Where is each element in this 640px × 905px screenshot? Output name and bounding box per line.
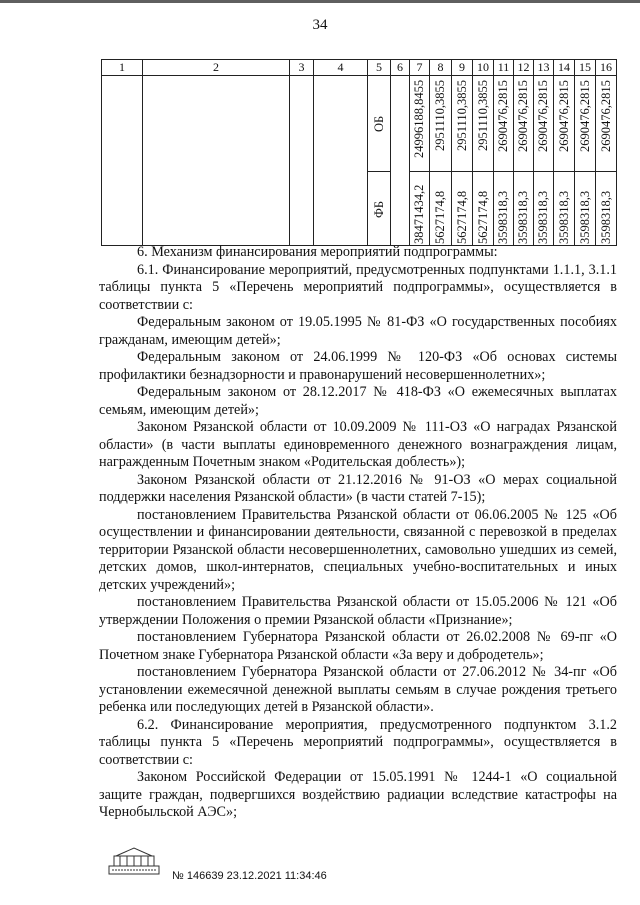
table-value: 3598318,3 xyxy=(516,190,530,244)
table-cell-empty xyxy=(102,76,143,246)
table-cell-source xyxy=(368,76,391,172)
table-value: 2951110,3855 xyxy=(433,79,447,151)
col-header: 10 xyxy=(473,60,494,76)
scan-top-edge xyxy=(0,0,640,3)
table-value: 2690476,2815 xyxy=(516,79,530,152)
table-row-ob xyxy=(102,76,617,172)
table-header-row xyxy=(102,60,617,76)
table-value: 2690476,2815 xyxy=(556,79,571,152)
table-value: 5627174,8 xyxy=(433,190,447,244)
col-header: 9 xyxy=(452,60,473,76)
col-header: 6 xyxy=(391,60,410,76)
section-heading: 6. Механизм финансирования мероприятий подпрограммы: xyxy=(137,244,498,260)
paragraph: Федеральным законом от 24.06.1999 № 120-ФЗ «Об основах системы профилактики безнадзорности и правонарушений несовершеннолетних»; xyxy=(99,349,617,383)
table-value: 2690476,2815 xyxy=(536,79,550,152)
table-cell-empty xyxy=(314,76,368,246)
document-stamp-label xyxy=(172,870,327,882)
col-header: 15 xyxy=(575,60,596,76)
paragraph: постановлением Правительства Рязанской области от 15.05.2006 № 121 «Об утверждении Положения о премии Рязанской области «Признание»; xyxy=(99,594,617,628)
table-cell-empty xyxy=(290,76,314,246)
registration-icon: № xyxy=(172,870,184,882)
table-value: 3598318,3 xyxy=(598,190,613,244)
table-value: 3598318,3 xyxy=(556,190,571,244)
table-cell-empty xyxy=(143,76,290,246)
col-header: 7 xyxy=(410,60,430,76)
table-cell-empty xyxy=(391,76,410,246)
col-header: 14 xyxy=(554,60,575,76)
table-value: 3598318,3 xyxy=(496,190,510,244)
paragraph: постановлением Губернатора Рязанской области от 27.06.2012 № 34-пг «Об установлении ежемесячной денежной выплаты семьям в случае рождения третьего ребенка или последующих детей в Рязанской области». xyxy=(99,664,617,715)
paragraph: Законом Рязанской области от 10.09.2009 № 111-ОЗ «О наградах Рязанской области» (в части выплаты единовременного денежного вознаграждения лицам, награжденным Почетным знаком «Родительская доблесть»); xyxy=(99,419,617,470)
table-value: 3598318,3 xyxy=(577,190,592,244)
table-value: 2690476,2815 xyxy=(496,79,510,152)
col-header: 11 xyxy=(494,60,514,76)
table-value: 2951110,3855 xyxy=(454,79,469,151)
table-value: 5627174,8 xyxy=(475,190,490,244)
document-body xyxy=(99,244,617,822)
col-header: 13 xyxy=(534,60,554,76)
paragraph: постановлением Губернатора Рязанской области от 26.02.2008 № 69-пг «О Почетном знаке Губернатора Рязанской области «За веру и добродетель»; xyxy=(99,629,617,663)
registration-number: 146639 23.12.2021 11:34:46 xyxy=(186,870,327,882)
col-header: 4 xyxy=(314,60,368,76)
paragraph: Федеральным законом от 19.05.1995 № 81-ФЗ «О государственных пособиях гражданам, имеющим детей»; xyxy=(99,314,617,348)
col-header: 2 xyxy=(143,60,290,76)
source-label: ФБ xyxy=(371,199,386,218)
table-value: 2951110,3855 xyxy=(475,79,490,151)
document-stamp-icon xyxy=(108,846,160,881)
col-header: 16 xyxy=(596,60,617,76)
paragraph: 6.2. Финансирование мероприятия, предусмотренного подпунктом 3.1.2 таблицы пункта 5 «Перечень мероприятий подпрограммы», осуществляется в соответствии с: xyxy=(99,716,617,768)
paragraph: Законом Рязанской области от 21.12.2016 № 91-ОЗ «О мерах социальной поддержки населения Рязанской области» (в части статей 7-15); xyxy=(99,471,617,505)
source-label: ОБ xyxy=(371,115,386,132)
table-value: 2690476,2815 xyxy=(598,79,613,152)
page-number: 34 xyxy=(312,17,328,33)
table-value: 5627174,8 xyxy=(454,190,469,244)
table-value: 38471434,2 xyxy=(412,184,426,244)
table-cell-source xyxy=(368,172,391,246)
table-value: 2690476,2815 xyxy=(577,79,592,152)
paragraph: постановлением Правительства Рязанской области от 06.06.2005 № 125 «Об осуществлении и финансировании деятельности, связанной с перевозкой в пределах территории Рязанской области несовершеннолетних, самовольно ушедших из семей, детских домов, школ-интернатов, специальных учебно-воспитательных и иных детских учреждений»; xyxy=(99,506,617,593)
col-header: 1 xyxy=(102,60,143,76)
table-value: 24996188,8455 xyxy=(412,79,426,158)
table-value: 3598318,3 xyxy=(536,190,550,244)
financing-table xyxy=(101,59,617,246)
paragraph: Законом Российской Федерации от 15.05.1991 № 1244-1 «О социальной защите граждан, подвергшихся воздействию радиации вследствие катастрофы на Чернобыльской АЭС»; xyxy=(99,769,617,820)
paragraph: Федеральным законом от 28.12.2017 № 418-ФЗ «О ежемесячных выплатах семьям, имеющим детей»; xyxy=(99,384,617,418)
col-header: 3 xyxy=(290,60,314,76)
col-header: 5 xyxy=(368,60,391,76)
col-header: 8 xyxy=(430,60,452,76)
col-header: 12 xyxy=(514,60,534,76)
paragraph: 6.1. Финансирование мероприятий, предусмотренных подпунктами 1.1.1, 3.1.1 таблицы пункта 5 «Перечень мероприятий подпрограммы», осуществляется в соответствии с: xyxy=(99,261,617,313)
